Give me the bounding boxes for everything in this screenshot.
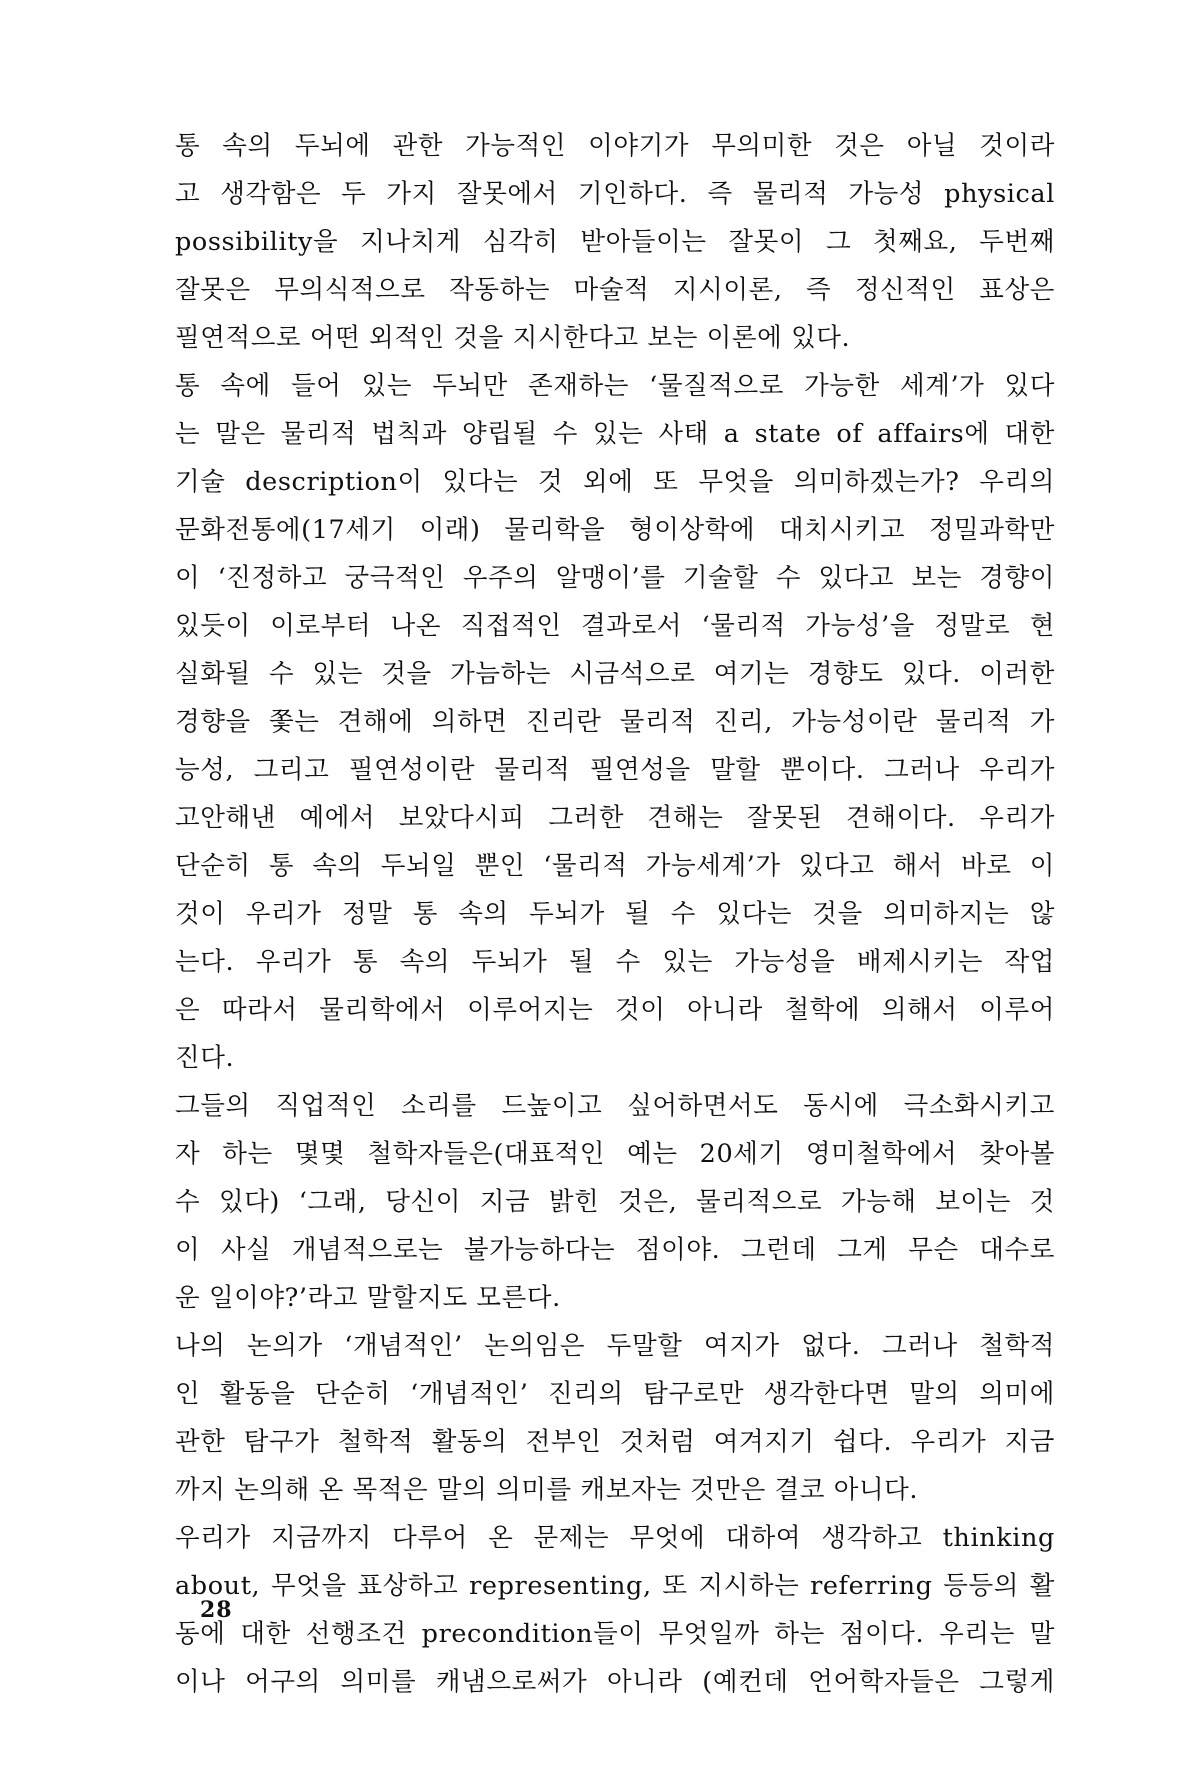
text-line: 는다. 우리가 통 속의 두뇌가 될 수 있는 가능성을 배제시키는 작업 bbox=[175, 947, 1055, 977]
text-line: 운 일이야?’라고 말할지도 모른다. bbox=[175, 1283, 561, 1313]
text-line: 동에 대한 선행조건 precondition들이 무엇일까 하는 점이다. 우리는 말 bbox=[175, 1619, 1055, 1649]
text-line: 문화전통에(17세기 이래) 물리학을 형이상학에 대치시키고 정밀과학만 bbox=[175, 515, 1055, 545]
text-line: 경향을 쫓는 견해에 의하면 진리란 물리적 진리, 가능성이란 물리적 가 bbox=[175, 707, 1055, 737]
paragraph-4 bbox=[175, 1322, 1055, 1514]
paragraph-1 bbox=[175, 122, 1055, 362]
text-line: 수 있다) ‘그래, 당신이 지금 밝힌 것은, 물리적으로 가능해 보이는 것 bbox=[175, 1187, 1055, 1217]
text-line: 관한 탐구가 철학적 활동의 전부인 것처럼 여겨지기 쉽다. 우리가 지금 bbox=[175, 1427, 1055, 1457]
text-line: 것이 우리가 정말 통 속의 두뇌가 될 수 있다는 것을 의미하지는 않 bbox=[175, 899, 1055, 929]
text-line: 이 사실 개념적으로는 불가능하다는 점이야. 그런데 그게 무슨 대수로 bbox=[175, 1235, 1055, 1265]
text-line: 진다. bbox=[175, 1043, 235, 1073]
paragraph-3 bbox=[175, 1082, 1055, 1322]
text-line: 은 따라서 물리학에서 이루어지는 것이 아니라 철학에 의해서 이루어 bbox=[175, 995, 1055, 1025]
text-line: 고안해낸 예에서 보았다시피 그러한 견해는 잘못된 견해이다. 우리가 bbox=[175, 803, 1055, 833]
page-number: 28 bbox=[200, 1597, 233, 1623]
text-line: 인 활동을 단순히 ‘개념적인’ 진리의 탐구로만 생각한다면 말의 의미에 bbox=[175, 1379, 1055, 1409]
paragraph-5 bbox=[175, 1514, 1055, 1706]
text-line: 능성, 그리고 필연성이란 물리적 필연성을 말할 뿐이다. 그러나 우리가 bbox=[175, 755, 1055, 785]
text-line: 단순히 통 속의 두뇌일 뿐인 ‘물리적 가능세계’가 있다고 해서 바로 이 bbox=[175, 851, 1055, 881]
text-line: 이 ‘진정하고 궁극적인 우주의 알맹이’를 기술할 수 있다고 보는 경향이 bbox=[175, 563, 1055, 593]
text-line: about, 무엇을 표상하고 representing, 또 지시하는 referring 등등의 활 bbox=[175, 1571, 1055, 1601]
body-text bbox=[175, 122, 1055, 1706]
text-line: 그들의 직업적인 소리를 드높이고 싶어하면서도 동시에 극소화시키고 bbox=[175, 1091, 1055, 1121]
text-line: 이나 어구의 의미를 캐냄으로써가 아니라 (예컨데 언어학자들은 그렇게 bbox=[175, 1667, 1055, 1697]
text-line: 있듯이 이로부터 나온 직접적인 결과로서 ‘물리적 가능성’을 정말로 현 bbox=[175, 611, 1055, 641]
text-line: 통 속의 두뇌에 관한 가능적인 이야기가 무의미한 것은 아닐 것이라 bbox=[175, 131, 1055, 161]
text-line: 실화될 수 있는 것을 가늠하는 시금석으로 여기는 경향도 있다. 이러한 bbox=[175, 659, 1055, 689]
text-line: possibility을 지나치게 심각히 받아들이는 잘못이 그 첫째요, 두번째 bbox=[175, 227, 1055, 257]
text-line: 자 하는 몇몇 철학자들은(대표적인 예는 20세기 영미철학에서 찾아볼 bbox=[175, 1139, 1055, 1169]
text-line: 고 생각함은 두 가지 잘못에서 기인하다. 즉 물리적 가능성 physical bbox=[175, 179, 1055, 209]
text-line: 통 속에 들어 있는 두뇌만 존재하는 ‘물질적으로 가능한 세계’가 있다 bbox=[175, 371, 1055, 401]
text-line: 필연적으로 어떤 외적인 것을 지시한다고 보는 이론에 있다. bbox=[175, 323, 851, 353]
text-line: 까지 논의해 온 목적은 말의 의미를 캐보자는 것만은 결코 아니다. bbox=[175, 1475, 919, 1505]
text-line: 우리가 지금까지 다루어 온 문제는 무엇에 대하여 생각하고 thinking bbox=[175, 1523, 1055, 1553]
text-line: 나의 논의가 ‘개념적인’ 논의임은 두말할 여지가 없다. 그러나 철학적 bbox=[175, 1331, 1055, 1361]
paragraph-2 bbox=[175, 362, 1055, 1082]
text-line: 는 말은 물리적 법칙과 양립될 수 있는 사태 a state of affairs에 대한 bbox=[175, 419, 1055, 449]
text-line: 잘못은 무의식적으로 작동하는 마술적 지시이론, 즉 정신적인 표상은 bbox=[175, 275, 1055, 305]
text-line: 기술 description이 있다는 것 외에 또 무엇을 의미하겠는가? 우리의 bbox=[175, 467, 1055, 497]
